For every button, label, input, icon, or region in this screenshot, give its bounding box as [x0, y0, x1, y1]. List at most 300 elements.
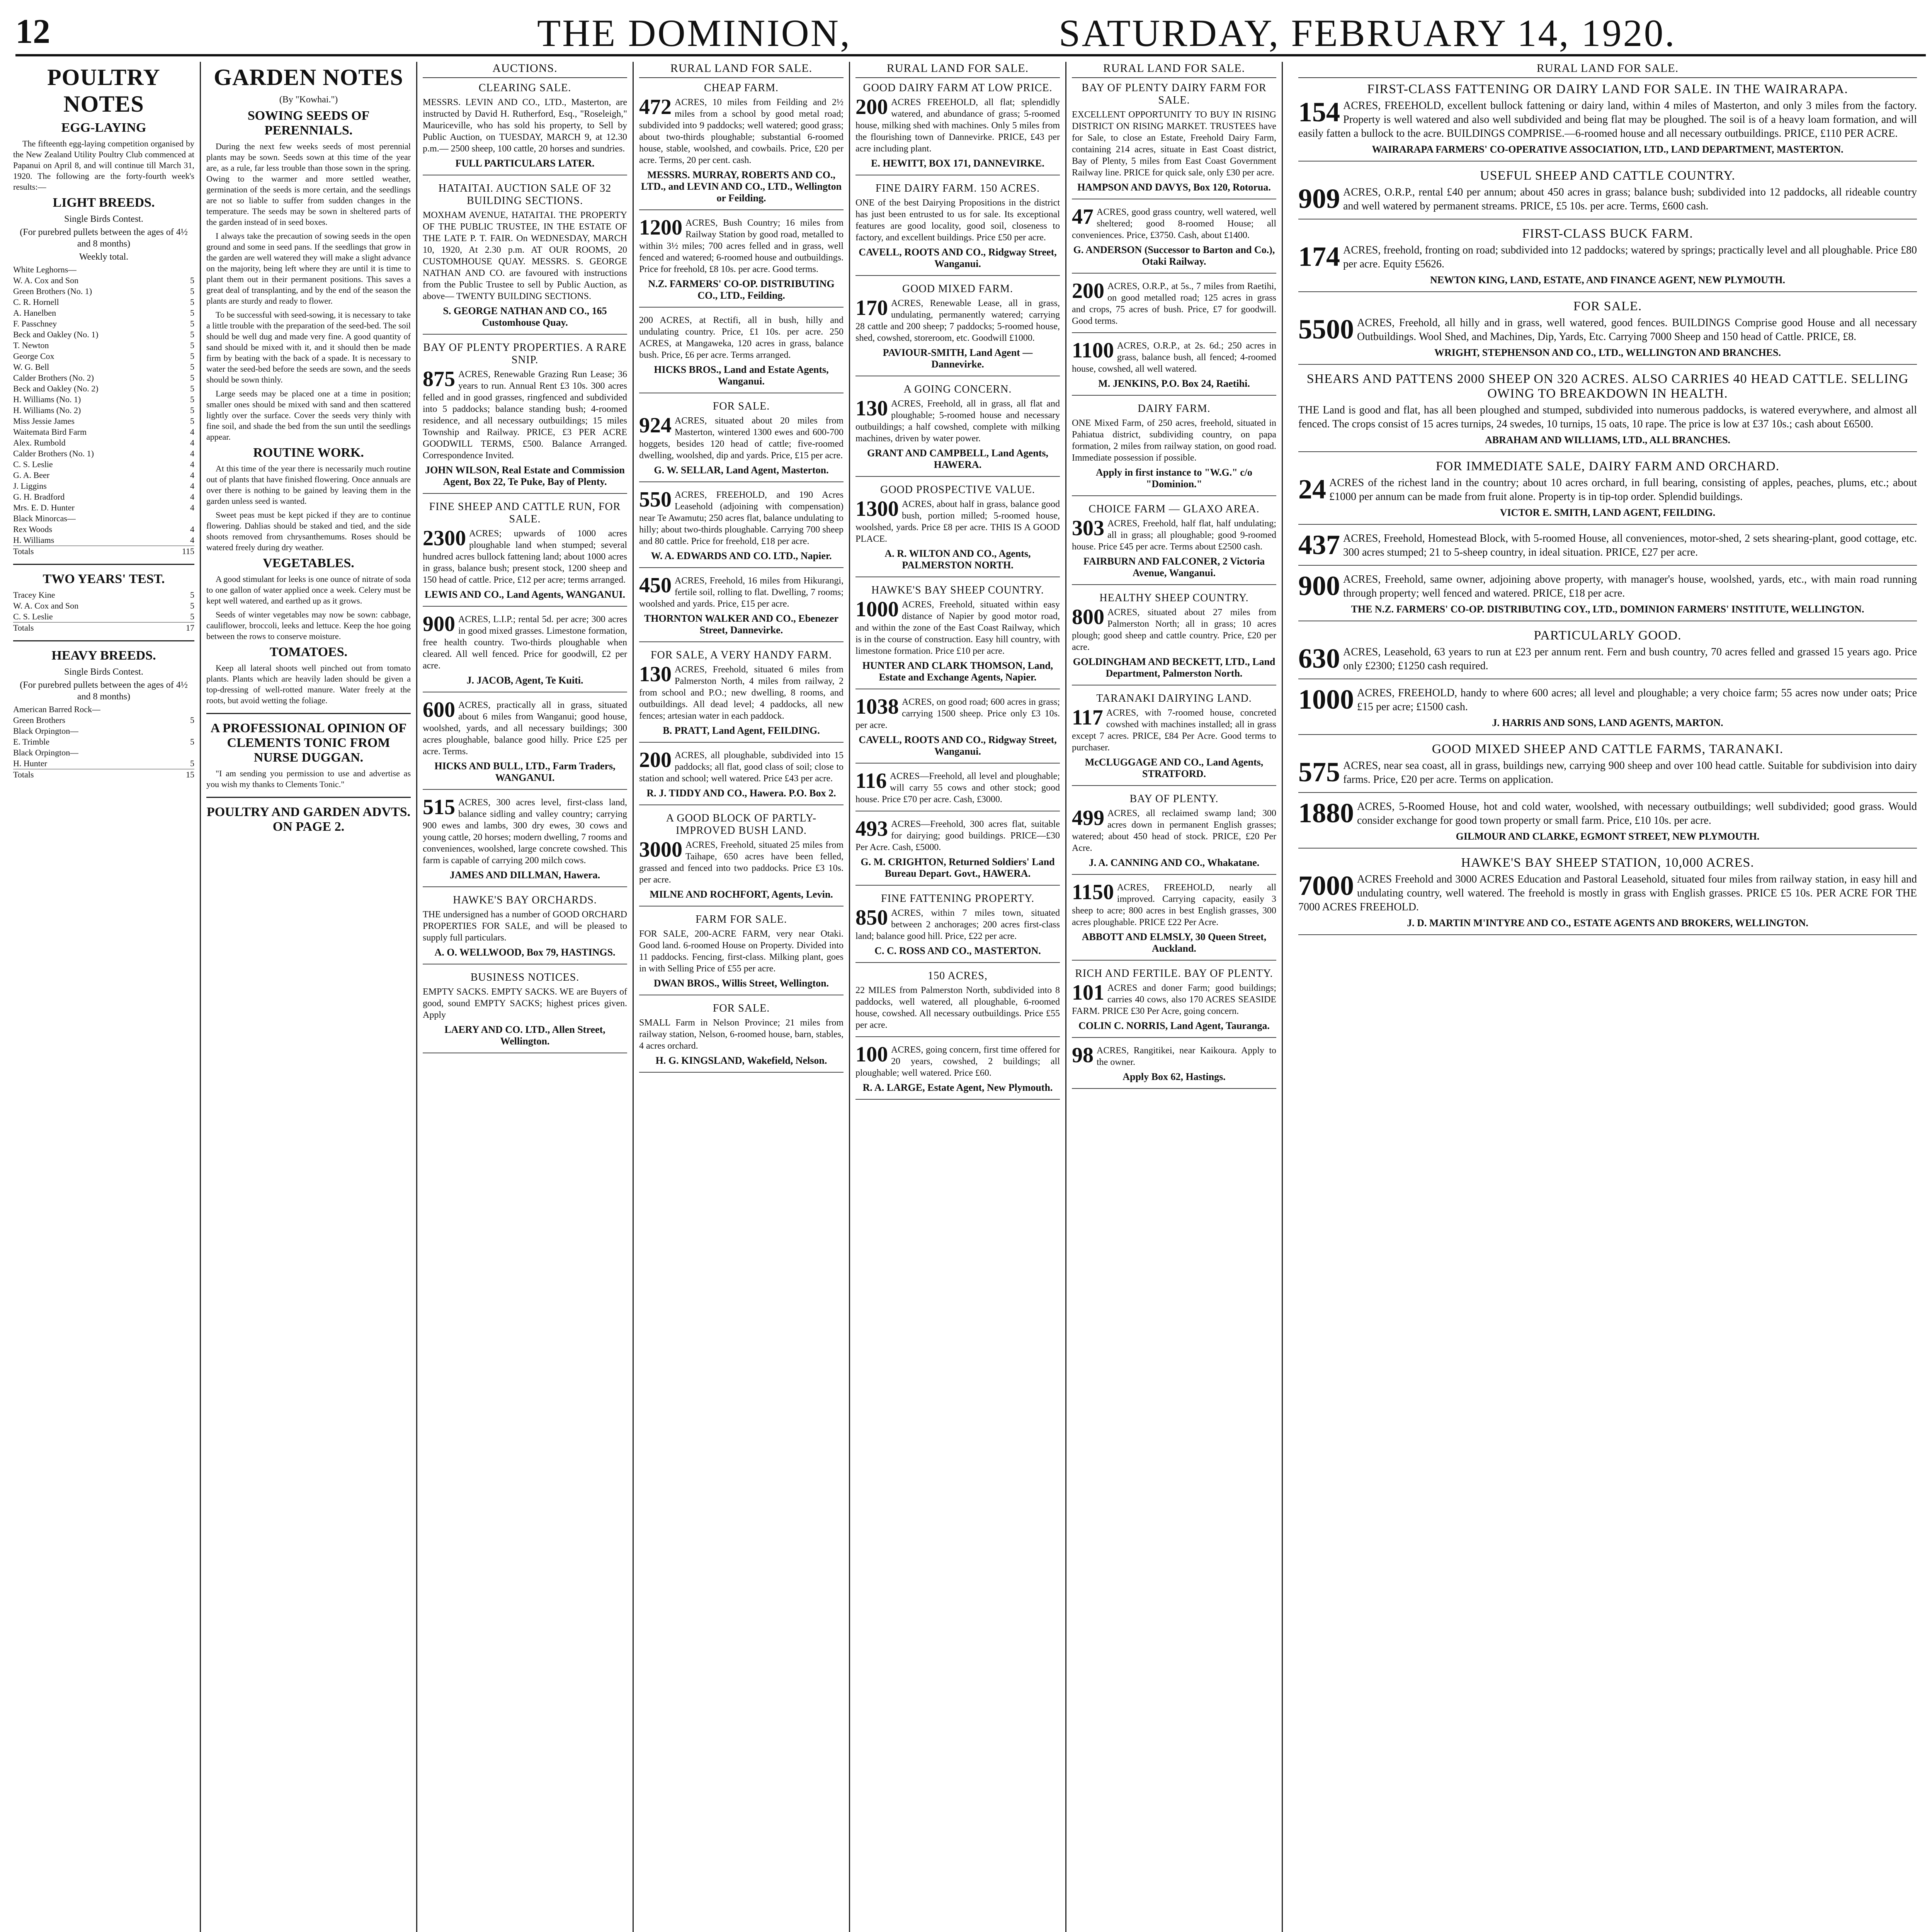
weekly-total: 4	[190, 438, 194, 447]
rural-heading-3: RURAL LAND FOR SALE.	[1072, 62, 1276, 78]
ad-body	[1072, 808, 1276, 854]
ad-heading: TARANAKI DAIRYING LAND.	[1096, 692, 1252, 704]
weekly-total: 5	[190, 362, 194, 372]
weekly-total: 15	[186, 770, 194, 779]
table-row	[13, 275, 194, 286]
acreage-number: 875	[423, 367, 455, 391]
acreage-number: 575	[1298, 757, 1340, 787]
weekly-total	[191, 704, 194, 715]
light-breeds-heading: LIGHT BREEDS.	[53, 196, 155, 210]
ad-agent: B. PRATT, Land Agent, FEILDING.	[663, 725, 820, 736]
entrant-name: Alex. Rumbold	[13, 438, 66, 447]
table-row	[13, 481, 194, 492]
ad-agent: S. GEORGE NATHAN AND CO., 165 Customhouse Quay.	[443, 305, 607, 328]
acreage-number: 1880	[1298, 798, 1354, 828]
table-row	[13, 513, 194, 524]
rural-land-column-3	[1066, 62, 1283, 1932]
acreage-number: 909	[1298, 183, 1340, 214]
classified-ad	[423, 501, 627, 607]
ad-body	[1298, 686, 1917, 714]
weekly-total: 5	[190, 297, 194, 307]
ad-agent: GRANT AND CAMPBELL, Land Agents, HAWERA.	[867, 447, 1049, 470]
ad-agent: COLIN C. NORRIS, Land Agent, Tauranga.	[1078, 1020, 1270, 1031]
classified-ad	[1298, 742, 1917, 793]
weekly-total: 4	[190, 535, 194, 545]
entrant-name: Green Brothers	[13, 715, 66, 725]
ad-heading: BAY OF PLENTY.	[1129, 793, 1219, 805]
ad-body	[855, 498, 1060, 545]
table-row	[13, 427, 194, 437]
acreage-number: 130	[639, 662, 672, 686]
weekly-total: 5	[190, 384, 194, 393]
acreage-number: 24	[1298, 474, 1326, 505]
ad-body	[423, 614, 627, 672]
ad-text: ACRES, O.R.P., at 5s., 7 miles from Raetihi, on good metalled road; 125 acres in grass and crops, 75 acres of bush. Price, £7 for goodwill. Good terms.	[1072, 281, 1276, 326]
ad-text: ACRES, Rangitikei, near Kaikoura. Apply to the owner.	[1097, 1046, 1276, 1067]
ad-body	[423, 97, 627, 155]
ad-body	[855, 696, 1060, 731]
classified-ad	[639, 649, 844, 743]
heavy-breeds-subtitle: Single Birds Contest.	[64, 667, 143, 677]
acreage-number: 116	[855, 769, 887, 793]
table-row	[13, 405, 194, 416]
classified-ad	[639, 575, 844, 642]
garden-notes-column	[201, 62, 417, 1932]
acreage-number: 499	[1072, 806, 1104, 830]
ad-heading: GOOD MIXED FARM.	[902, 283, 1013, 295]
ad-agent: C. C. ROSS AND CO., MASTERTON.	[874, 945, 1041, 956]
ad-agent: DWAN BROS., Willis Street, Wellington.	[653, 978, 829, 989]
classified-ad	[1298, 82, 1917, 162]
weekly-total: 5	[190, 737, 194, 747]
ad-body	[423, 986, 627, 1021]
classified-ad	[855, 770, 1060, 811]
two-years-table	[13, 590, 194, 633]
ad-agent: HICKS BROS., Land and Estate Agents, Wanganui.	[654, 364, 829, 387]
paragraph: Sweet peas must be kept picked if they are to continue flowering. Dahlias should be staked and tied, and the side shoots removed from chrysanthemums. Roses should be watered freely during dry weather.	[206, 510, 411, 552]
ad-text: ACRES, FREEHOLD, excellent bullock fattening or dairy land, within 4 miles of Masterton, and only 3 miles from the factory. Property is well watered and also well subdivided and being flat may be ploughed. The soil is of a heavy loam formation, and will easily fatten a bullock to the acre. BUILDINGS COMPRISE.—6-roomed house and all necessary outbuildings. PRICE, £110 PER ACRE.	[1298, 100, 1917, 139]
ad-heading: A GOING CONCERN.	[903, 383, 1012, 395]
entrant-name: C. R. Hornell	[13, 297, 59, 307]
entrant-name: Tracey Kine	[13, 590, 55, 600]
ad-text: ACRES, Bush Country; 16 miles from Railway Station by good road, metalled to within 3½ miles; 700 acres felled and in grass, well fenced and watered; 6-roomed house and outbuildings. Price for freehold, £8 10s. per acre. Good terms.	[639, 218, 844, 274]
ad-heading: CLEARING SALE.	[478, 82, 571, 94]
ad-body	[423, 699, 627, 757]
ad-agent: J. D. MARTIN M'INTYRE AND CO., ESTATE AGENTS AND BROKERS, WELLINGTON.	[1407, 917, 1808, 929]
classified-ad	[1298, 686, 1917, 735]
ad-text: ACRES, FREEHOLD, nearly all improved. Carrying capacity, easily 3 sheep to acre; 800 acres in best English grasses, 300 acres ploughable. PRICE £22 Per Acre.	[1072, 883, 1276, 927]
classified-ad	[1298, 570, 1917, 621]
ad-body	[639, 97, 844, 166]
acreage-number: 200	[855, 95, 888, 119]
ad-agent: CAVELL, ROOTS AND CO., Ridgway Street, Wanganui.	[859, 247, 1057, 269]
ad-body	[1298, 185, 1917, 213]
ad-text: 22 MILES from Palmerston North, subdivided into 8 paddocks, well watered, all ploughable, 6-roomed house, cowshed. All necessary outbuildings. Price £55 per acre.	[855, 985, 1060, 1030]
weekly-total-label: Weekly total.	[79, 252, 129, 262]
ad-body	[855, 818, 1060, 853]
acreage-number: 5500	[1298, 314, 1354, 345]
weekly-total	[191, 513, 194, 524]
paragraph: A good stimulant for leeks is one ounce of nitrate of soda to one gallon of water applied once a week. Celery must be kept well watered, and earthed up as it grows.	[206, 574, 411, 605]
ad-body	[639, 750, 844, 784]
ad-agent: FAIRBURN AND FALCONER, 2 Victoria Avenue, Wanganui.	[1083, 556, 1265, 578]
table-row	[13, 437, 194, 448]
classified-ad	[639, 315, 844, 393]
classified-ad	[1298, 459, 1917, 525]
classified-ad	[855, 1044, 1060, 1100]
ad-text: ACRES FREEHOLD, all flat; splendidly watered, and abundance of grass; 5-roomed house, milking shed with machines. Only 5 miles from the flourishing town of Dannevirke. PRICE, £43 per acre including plant.	[855, 97, 1060, 154]
ad-body	[1298, 872, 1917, 914]
classified-ad	[1298, 529, 1917, 566]
ad-agent: ABRAHAM AND WILLIAMS, LTD., ALL BRANCHES.	[1485, 434, 1730, 446]
ad-agent: G. M. CRIGHTON, Returned Soldiers' Land Bureau Depart. Govt., HAWERA.	[861, 856, 1055, 879]
ad-text: ACRES, O.R.P., rental £40 per annum; about 450 acres in grass; balance bush; subdivided into 12 paddocks, all rideable country and well watered by permanent streams. PRICE, £5 10s. per acre. Terms, £600 cash.	[1343, 186, 1917, 212]
ad-heading: GOOD PROSPECTIVE VALUE.	[880, 484, 1035, 496]
ad-agent: A. O. WELLWOOD, Box 79, HASTINGS.	[434, 947, 616, 958]
ad-body	[423, 909, 627, 944]
classified-ad	[423, 699, 627, 790]
ad-heading: FOR SALE.	[713, 1002, 770, 1014]
ad-heading: 150 ACRES,	[928, 970, 988, 982]
rural-list-1	[639, 82, 844, 1073]
weekly-total: 5	[190, 590, 194, 600]
entrant-name: E. Trimble	[13, 737, 50, 747]
ad-heading: FINE FATTENING PROPERTY.	[881, 893, 1034, 905]
acreage-number: 1150	[1072, 880, 1114, 904]
paragraph: At this time of the year there is necessarily much routine out of plants that have finished flowering. Once annuals are over there is nothing to be gained by leaving them in the garden unless seed is wanted.	[206, 464, 411, 506]
ad-agent: LEWIS AND CO., Land Agents, WANGANUI.	[425, 589, 625, 600]
garden-heading: GARDEN NOTES	[214, 65, 403, 90]
ad-text: ACRES, Renewable Grazing Run Lease; 36 years to run. Annual Rent £3 10s. 300 acres felled and in good grasses, ringfenced and subdivided into 5 paddocks; balance standing bush; 4-roomed residence, and all necessary outbuildings; 15 miles Township and Railway. PRICE, £3 PER ACRE GOODWILL TERMS, £500. Balance Arranged. Correspondence Invited.	[423, 369, 627, 461]
ad-text: EXCELLENT OPPORTUNITY TO BUY IN RISING DISTRICT ON RISING MARKET. TRUSTEES have for Sale, to close an Estate, Freehold Dairy Farm, containing 214 acres, situate in East Coast district, Bay of Plenty, 5 miles from East Coast Government Railway line. PRICE for quick sale, only £30 per acre.	[1072, 110, 1276, 178]
ad-heading: HATAITAI. AUCTION SALE OF 32 BUILDING SECTIONS.	[438, 182, 612, 207]
ad-heading: CHEAP FARM.	[704, 82, 779, 94]
ad-text: ACRES, Freehold, Homestead Block, with 5-roomed House, all conveniences, motor-shed, 2 sets shearing-plant, good cottage, etc. 300 acres stumped; 21 to 5-sheep country, in ideal situation. PRICE, £27 per acre.	[1343, 532, 1917, 558]
entrant-name: Mrs. E. D. Hunter	[13, 503, 75, 512]
entrant-name: Miss Jessie James	[13, 416, 75, 426]
garden-sub-routine: ROUTINE WORK.	[253, 446, 364, 460]
ad-body	[1072, 982, 1276, 1017]
classified-ad	[639, 400, 844, 482]
ad-body	[1298, 99, 1917, 141]
ad-text: ACRES, Freehold, situated 6 miles from Palmerston North, 4 miles from railway, 2 from school and P.O.; new dwelling, 8 rooms, and outbuildings. All dead level; 4 paddocks, all new fences; artesian water in each paddock.	[639, 665, 844, 721]
entrant-name: Totals	[13, 546, 34, 556]
ad-heading: FARM FOR SALE.	[696, 913, 787, 925]
ad-text: ACRES, within 7 miles town, situated between 2 anchorages; 200 acres first-class land; balance good hill. Price, £22 per acre.	[855, 908, 1060, 941]
ad-body	[855, 907, 1060, 942]
table-row	[13, 362, 194, 372]
garden-sub-vegetables: VEGETABLES.	[263, 556, 354, 570]
weekly-total: 115	[182, 546, 194, 556]
entrant-name: American Barred Rock—	[13, 704, 101, 714]
ad-agent: G. W. SELLAR, Land Agent, Masterton.	[654, 464, 829, 476]
ad-agent: Apply Box 62, Hastings.	[1122, 1071, 1226, 1082]
ad-text: ACRES, O.R.P., at 2s. 6d.; 250 acres in grass, balance bush, all fenced; 4-roomed house, cowshed, all well watered.	[1072, 341, 1276, 374]
weekly-total: 5	[190, 373, 194, 383]
classified-ad	[1298, 299, 1917, 365]
weekly-total: 4	[190, 470, 194, 480]
weekly-total: 5	[190, 601, 194, 611]
classified-ad	[855, 82, 1060, 175]
classified-ad	[855, 818, 1060, 886]
classified-ad	[639, 489, 844, 568]
classified-ad	[423, 797, 627, 887]
ad-agent: J. HARRIS AND SONS, LAND AGENTS, MARTON.	[1492, 717, 1723, 728]
classified-ad	[855, 182, 1060, 276]
rural-list-3	[1072, 82, 1276, 1089]
issue-date: SATURDAY, FEBRUARY 14, 1920.	[1059, 12, 1676, 54]
weekly-total: 17	[186, 623, 194, 633]
ad-body	[1072, 109, 1276, 179]
ad-body	[855, 599, 1060, 657]
ad-agent: JOHN WILSON, Real Estate and Commission Agent, Box 22, Te Puke, Bay of Plenty.	[425, 464, 625, 487]
light-breeds-note: (For purebred pullets between the ages of 4½ and 8 months)	[20, 227, 188, 249]
table-row	[13, 448, 194, 459]
ad-body	[639, 415, 844, 461]
table-row	[13, 736, 194, 747]
ad-body	[1298, 476, 1917, 504]
ad-heading: FOR IMMEDIATE SALE, DAIRY FARM AND ORCHARD.	[1435, 459, 1780, 473]
table-row	[13, 329, 194, 340]
acreage-number: 174	[1298, 241, 1340, 272]
weekly-total: 5	[190, 308, 194, 318]
entrant-name: G. A. Beer	[13, 470, 50, 480]
ad-body	[423, 797, 627, 866]
entrant-name: George Cox	[13, 351, 54, 361]
acreage-number: 1300	[855, 497, 899, 521]
ad-text: ACRES, Leasehold, 63 years to run at £23 per annum rent. Fern and bush country, 70 acres felled and grassed 15 years ago. Price only £2300; £1250 cash required.	[1343, 646, 1917, 672]
ad-text: ACRES, FREEHOLD, and 190 Acres Leasehold (adjoining with compensation) near Te Awamutu; 250 acres flat, balance undulating to hilly; about two-thirds ploughable. Carrying 700 sheep and 80 cattle. Price for freehold, £18 per acre.	[639, 490, 844, 546]
table-row	[13, 769, 194, 780]
ad-text: ACRES, about half in grass, balance good bush, portion milled; 5-roomed house, woolshed, yards. Price £8 per acre. THIS IS A GOOD PLACE.	[855, 499, 1060, 544]
ad-heading: HAWKE'S BAY ORCHARDS.	[453, 894, 597, 906]
entrant-name: G. H. Bradford	[13, 492, 65, 502]
ad-heading: A GOOD BLOCK OF PARTLY-IMPROVED BUSH LAND.	[666, 812, 817, 837]
ad-text: ACRES, 300 acres level, first-class land, balance sidling and valley country; carrying 900 ewes and lambs, 300 dry ewes, 30 cows and young cattle, 20 horses; modern dwelling, 7 rooms and conveniences, woolshed, large concrete cowshed. This farm is capable of carrying 200 milch cows.	[423, 798, 627, 866]
ad-text: ACRES, 5-Roomed House, hot and cold water, woolshed, with necessary outbuildings; well subdivided; good grass. Would consider exchange for good town property or small farm. Price, £10 10s. per acre.	[1357, 801, 1917, 827]
ad-agent: VICTOR E. SMITH, LAND AGENT, FEILDING.	[1500, 507, 1716, 518]
ad-body	[639, 839, 844, 886]
ad-body	[855, 298, 1060, 344]
ad-body	[639, 217, 844, 275]
two-years-heading: TWO YEARS' TEST.	[43, 572, 165, 586]
table-row	[13, 340, 194, 351]
table-row	[13, 590, 194, 600]
classified-ad	[639, 217, 844, 308]
table-row	[13, 546, 194, 557]
ad-agent: R. A. LARGE, Estate Agent, New Plymouth.	[862, 1082, 1053, 1093]
ad-body	[855, 97, 1060, 155]
ad-agent: JAMES AND DILLMAN, Hawera.	[449, 869, 600, 881]
ad-text: ACRES and doner Farm; good buildings; carries 40 cows, also 170 ACRES SEASIDE FARM. PRICE £30 Per Acre, going concern.	[1072, 983, 1276, 1016]
ad-body	[639, 489, 844, 547]
weekly-total: 4	[190, 449, 194, 458]
entrant-name: Waitemata Bird Farm	[13, 427, 87, 437]
ad-body	[855, 1044, 1060, 1079]
ad-agent: HICKS AND BULL, LTD., Farm Traders, WANGANUI.	[434, 760, 616, 783]
acreage-number: 130	[855, 396, 888, 420]
ad-agent: THORNTON WALKER AND CO., Ebenezer Street, Dannevirke.	[644, 613, 839, 636]
ad-heading: SHEARS AND PATTENS 2000 SHEEP ON 320 ACRES. ALSO CARRIES 40 HEAD CATTLE. SELLING OWING TO BREAKDOWN IN HEALTH.	[1306, 372, 1909, 401]
entrant-name: W. G. Bell	[13, 362, 49, 372]
ad-text: THE Land is good and flat, has all been ploughed and stumped, subdivided into numerous paddocks, is watered everywhere, and almost all fenced. The crops consist of 15 acres turnips, 24 swedes, 10 turnips, 15 oats, 10 rape. The price is low at £37 10s.; cash about £6500.	[1298, 404, 1917, 430]
classified-ad	[1298, 168, 1917, 219]
classified-ad	[855, 283, 1060, 376]
ad-agent: CAVELL, ROOTS AND CO., Ridgway Street, Wanganui.	[859, 734, 1057, 757]
garden-section-vegetables	[206, 574, 411, 642]
ad-text: ACRES, with 7-roomed house, concreted cowshed with machines installed; all in grass except 7 acres. PRICE, £84 Per Acre. Good terms to purchaser.	[1072, 708, 1276, 753]
acreage-number: 1038	[855, 695, 899, 719]
ad-heading: FINE DAIRY FARM. 150 ACRES.	[875, 182, 1040, 194]
ad-body	[1298, 759, 1917, 787]
classified-ad	[1072, 968, 1276, 1038]
acreage-number: 630	[1298, 643, 1340, 674]
paragraph: Large seeds may be placed one at a time in position; smaller ones should be mixed with sand and then scattered lightly over the surface. Cover the seeds very thinly with fine soil, and shade the bed from the sun until the seedlings appear.	[206, 389, 411, 442]
ad-text: FOR SALE, 200-ACRE FARM, very near Otaki. Good land. 6-roomed House on Property. Divided into 11 paddocks. Fencing, first-class. Milking plant, goes in with Selling Price of £55 per acre.	[639, 929, 844, 974]
table-row	[13, 383, 194, 394]
entrant-name: H. Williams (No. 2)	[13, 405, 81, 415]
rural-land-column-2	[850, 62, 1066, 1932]
ad-body	[1072, 340, 1276, 375]
ad-body	[639, 575, 844, 610]
ad-text: ACRES, Freehold, situated within easy distance of Napier by good motor road, and within the zone of the East Coast Railway, which is in the course of construction. Easy hill country, with limestone formation. Price £10 per acre.	[855, 600, 1060, 656]
acreage-number: 900	[423, 612, 455, 636]
weekly-total: 5	[190, 330, 194, 339]
acreage-number: 437	[1298, 529, 1340, 560]
ad-body	[639, 315, 844, 361]
entrant-name: Beck and Oakley (No. 1)	[13, 330, 99, 339]
entrant-name: F. Passchney	[13, 319, 57, 328]
ad-text: ACRES, Renewable Lease, all in grass, undulating, permanently watered; carrying 28 cattle and 200 sheep; 7 paddocks; 5-roomed house, shed, cowshed, storeroom, etc. Goodwill £1000.	[855, 298, 1060, 343]
ad-body	[1298, 570, 1917, 601]
table-row	[13, 715, 194, 726]
acreage-number: 800	[1072, 605, 1104, 629]
ad-text: THE undersigned has a number of GOOD ORCHARD PROPERTIES FOR SALE, and will be pleased to supply full particulars.	[423, 910, 627, 943]
ad-body	[1072, 206, 1276, 241]
ad-body	[855, 985, 1060, 1031]
weekly-total: 5	[190, 405, 194, 415]
weekly-total: 5	[190, 416, 194, 426]
ad-text: ACRES, all reclaimed swamp land; 300 acres down in permanent English grasses; watered; about 450 head of stock. PRICE, £20 Per Acre.	[1072, 808, 1276, 853]
entrant-name: C. S. Leslie	[13, 459, 53, 469]
ad-text: ACRES, L.I.P.; rental 5d. per acre; 300 acres in good mixed grasses. Limestone formation, free health country. Two-thirds ploughable when cleared. All well fenced. Price for goodwill, £2 per acre.	[423, 614, 627, 671]
paragraph: Keep all lateral shoots well pinched out from tomato plants. Plants which are heavily laden should be given a top-dressing of well-rotted manure. Water freely at the roots, but avoid wetting the foliage.	[206, 663, 411, 705]
light-breeds-table	[13, 264, 194, 557]
classified-ad	[423, 971, 627, 1053]
table-row	[13, 416, 194, 427]
ad-text: ACRES, situated about 20 miles from Masterton, wintered 1300 ewes and 600-700 hoggets, besides 120 head of cattle; five-roomed dwelling, woolshed, dip and yards. Price, £15 per acre.	[639, 416, 844, 461]
ad-heading: FOR SALE, A VERY HANDY FARM.	[650, 649, 832, 661]
ad-body	[1298, 800, 1917, 828]
weekly-total: 5	[190, 286, 194, 296]
classified-ad	[1072, 340, 1276, 396]
classified-ad	[855, 893, 1060, 963]
ad-body	[639, 1017, 844, 1052]
ad-text: ACRES—Freehold, 300 acres flat, suitable for dairying; good buildings. PRICE—£30 Per Acre. Cash, £5000.	[855, 819, 1060, 852]
weekly-total: 5	[190, 319, 194, 328]
auctions-column	[417, 62, 634, 1932]
ad-heading: HAWKE'S BAY SHEEP COUNTRY.	[871, 584, 1044, 596]
ad-heading: BAY OF PLENTY DAIRY FARM FOR SALE.	[1082, 82, 1267, 106]
acreage-number: 98	[1072, 1043, 1094, 1067]
ad-agent: H. G. KINGSLAND, Wakefield, Nelson.	[655, 1055, 827, 1066]
classified-ad	[423, 894, 627, 964]
ad-heading: HEALTHY SHEEP COUNTRY.	[1099, 592, 1249, 604]
acreage-number: 170	[855, 296, 888, 320]
page-number: 12	[15, 12, 50, 51]
ad-body	[1072, 707, 1276, 753]
ad-text: ACRES; upwards of 1000 acres ploughable land when stumped; several hundred acres bullock fattening land; about 1000 acres in grass, balance bush; present stock, 1200 sheep and 150 head of cattle. Price, £12 per acre; terms arranged.	[423, 529, 627, 585]
table-row	[13, 611, 194, 622]
ad-text: ACRES of the richest land in the country; about 10 acres orchard, in full bearing, consisting of apples, peaches, plums, etc.; about £1000 per annum can be made from fruit alone. Property is in tip-top order. Splendid buildings.	[1329, 477, 1917, 503]
table-row	[13, 622, 194, 633]
classified-ad	[1072, 592, 1276, 685]
acreage-number: 200	[639, 748, 672, 772]
masthead	[15, 8, 1926, 56]
weekly-total: 4	[190, 503, 194, 512]
ad-agent: PAVIOUR-SMITH, Land Agent — Dannevirke.	[883, 347, 1033, 370]
classified-ad	[1298, 800, 1917, 849]
entrant-name: H. Hunter	[13, 759, 47, 768]
acreage-number: 450	[639, 573, 672, 597]
acreage-number: 850	[855, 906, 888, 930]
table-row	[13, 524, 194, 535]
poultry-heading: POULTRY NOTES	[47, 65, 160, 117]
classified-ad	[1298, 855, 1917, 935]
classified-ad	[423, 182, 627, 335]
table-row	[13, 372, 194, 383]
acreage-number: 515	[423, 795, 455, 819]
acreage-number: 7000	[1298, 870, 1354, 901]
ad-body	[1072, 607, 1276, 653]
ad-agent: G. ANDERSON (Successor to Barton and Co.), Otaki Railway.	[1073, 244, 1275, 267]
ad-body	[639, 928, 844, 975]
ad-agent: A. R. WILTON AND CO., Agents, PALMERSTON NORTH.	[884, 548, 1031, 571]
heavy-breeds-table	[13, 704, 194, 780]
egg-laying-heading: EGG-LAYING	[61, 121, 146, 135]
garden-section-routine	[206, 463, 411, 553]
ad-agent: J. A. CANNING AND CO., Whakatane.	[1088, 857, 1260, 868]
ad-text: ACRES, good grass country, well watered, well sheltered; good 8-roomed House; all conveniences. Price, £3750. Cash, about £1400.	[1072, 207, 1276, 240]
ad-text: ACRES, Freehold, 16 miles from Hikurangi, fertile soil, rolling to flat. Dwelling, 7 rooms; woolshed and yards. Price, £15 per acre.	[639, 576, 844, 609]
ad-body	[1298, 316, 1917, 344]
ad-heading: RICH AND FERTILE. BAY OF PLENTY.	[1075, 968, 1273, 980]
classified-ad	[1298, 372, 1917, 452]
ad-heading: USEFUL SHEEP AND CATTLE COUNTRY.	[1480, 168, 1735, 183]
table-row	[13, 297, 194, 308]
classified-ad	[855, 584, 1060, 689]
ad-text: EMPTY SACKS. EMPTY SACKS. WE are Buyers of good, sound EMPTY SACKS; highest prices given. Apply	[423, 987, 627, 1020]
table-row	[13, 470, 194, 481]
weekly-total	[191, 264, 194, 275]
ad-text: ACRES Freehold and 3000 ACRES Education and Pastoral Leasehold, situated four miles from railway station, in easy hill and undulating country, well watered. The freehold is mostly in grass with English grasses. PRICE £5 10s. PER ACRE FOR THE 7000 ACRES FREEHOLD.	[1298, 873, 1917, 913]
entrant-name: Calder Brothers (No. 1)	[13, 449, 94, 458]
classified-ad	[639, 1002, 844, 1073]
ad-heading: BUSINESS NOTICES.	[470, 971, 580, 983]
ad-text: ACRES, Freehold, all in grass, all flat and ploughable; 5-roomed house and necessary outbuildings; a half cowshed, complete with milking machines, driven by water power.	[855, 399, 1060, 444]
ad-body	[1072, 518, 1276, 553]
ad-agent: LAERY AND CO. LTD., Allen Street, Wellington.	[444, 1024, 605, 1047]
ad-text: ACRES, Freehold, half flat, half undulating; all in grass; all ploughable; good 9-roomed house. Price £45 per acre. Terms about £2500 cash.	[1072, 519, 1276, 552]
table-row	[13, 459, 194, 470]
table-row	[13, 286, 194, 297]
rural-land-column-1	[634, 62, 850, 1932]
ad-agent: HAMPSON AND DAVYS, Box 120, Rotorua.	[1077, 182, 1271, 193]
ad-text: ACRES, situated about 27 miles from Palmerston North; all in grass; 10 acres plough; good sheep and cattle country. Price, £20 per acre.	[1072, 607, 1276, 652]
ad-body	[1298, 529, 1917, 560]
acreage-number: 600	[423, 698, 455, 722]
table-row	[13, 704, 194, 715]
